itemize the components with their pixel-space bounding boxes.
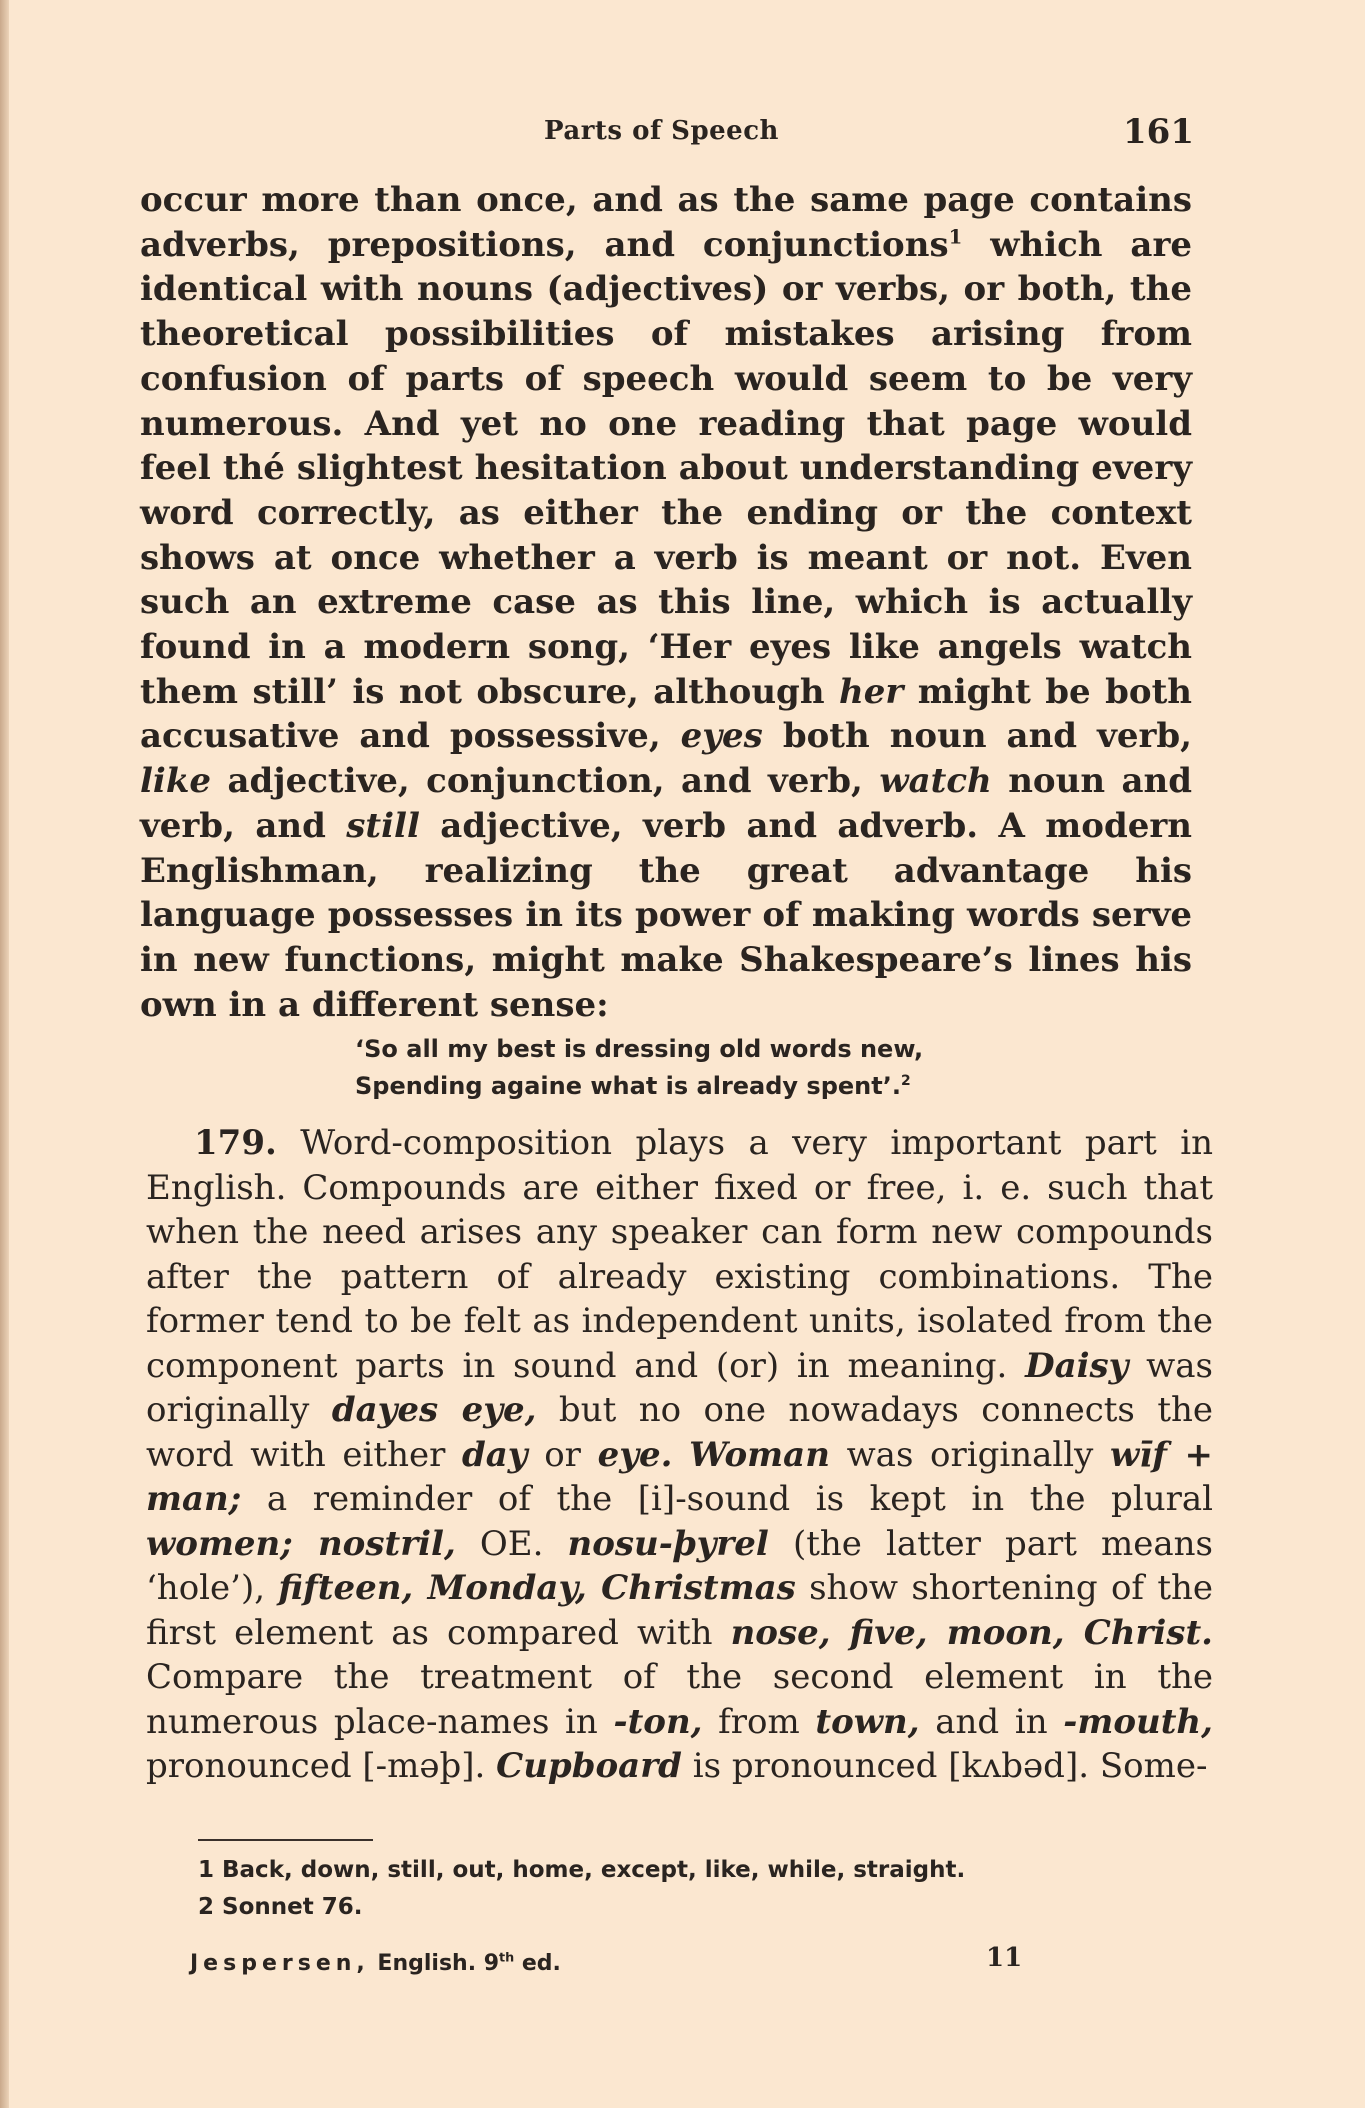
block-quote (355, 1031, 1115, 1105)
text-run: and in (919, 1701, 1064, 1742)
section-number: 179. (194, 1123, 277, 1163)
page-header (544, 112, 1194, 152)
text-run: both noun and verb, (762, 716, 1192, 757)
text-run: show shortening of the first element as compared with (146, 1568, 1214, 1653)
italic-term: eyes (680, 716, 763, 757)
page-number: 161 (1123, 112, 1194, 152)
quote-line-1: ‘So all my best is dressing old words new, (355, 1035, 924, 1063)
footnote-1: 1 Back, down, still, out, home, except, like, while, straight. (198, 1857, 966, 1883)
text-run: might be both accusative and possessive, (140, 671, 1192, 757)
text-run: was originally (146, 1345, 1213, 1430)
quote-line-2-text: Spending againe what is already spent’. (355, 1072, 901, 1100)
text-run: occur more than once, and as the same page contains adverbs, prepositions, and conjunctions (140, 180, 1192, 265)
footnote-ref-2: 2 (900, 1073, 911, 1089)
text-run: noun and verb, and (140, 761, 1192, 846)
text-run: pronounced [-məþ]. (146, 1746, 497, 1786)
italic-term: Woman (689, 1434, 830, 1475)
italic-term: still (346, 805, 420, 846)
signature-edition: ed. (514, 1951, 561, 1976)
italic-term: Daisy (1025, 1345, 1129, 1386)
footnote-rule (198, 1839, 373, 1841)
italic-term: watch (879, 761, 992, 802)
italic-term: women; nostril, (146, 1523, 456, 1564)
footnote-2: 2 Sonnet 76. (198, 1894, 363, 1920)
footnotes (198, 1852, 1198, 1926)
italic-term: nosu-þyrel (567, 1523, 769, 1564)
italic-term: nose, five, moon, Christ. (730, 1612, 1213, 1653)
signature-author: Jespersen, (190, 1951, 370, 1976)
printer-signature (190, 1951, 561, 1976)
page-edge (0, 0, 9, 2108)
italic-term: -mouth, (1063, 1701, 1213, 1742)
text-run: from (702, 1701, 816, 1742)
text-run: adjective, verb and adverb. A modern Englishman, realizing the great advantage his language possesses in its power of making words serve in new functions, might make Shakespeare’s lines his own in a different sense: (140, 805, 1192, 1025)
running-title: Parts of Speech (544, 116, 779, 146)
paragraph-1 (140, 178, 1192, 1027)
italic-term: -ton, (613, 1701, 703, 1742)
text-run: a reminder of the [i]-sound is kept in the plural (241, 1479, 1213, 1519)
signature-superscript: th (499, 1950, 515, 1966)
text-run: or (527, 1434, 598, 1475)
quote-line-2 (355, 1068, 1115, 1105)
italic-term: Cupboard (496, 1746, 682, 1786)
text-run: was originally (829, 1434, 1111, 1475)
italic-term: town, (815, 1701, 920, 1742)
text-run: but no one nowadays connects the word with either (146, 1390, 1214, 1475)
italic-term: day (462, 1434, 528, 1475)
paragraph-179 (146, 1121, 1213, 1789)
footnote-ref-1: 1 (948, 224, 963, 249)
text-run: is pronounced [kʌbəd]. Some- (681, 1746, 1208, 1786)
text-run: Word-composition plays a very important part in English. Compounds are either fixed or free, i. e. such that when the need arises any speaker can form new compounds after the pattern of already existing combinations. The former tend to be felt as independent units, isolated from the component parts in sound and (or) in meaning. (146, 1123, 1213, 1386)
italic-term: wīf + man; (146, 1434, 1214, 1519)
italic-term: like (140, 761, 212, 802)
text-run: (the latter part means ‘hole’), (146, 1523, 1213, 1608)
italic-term: eye. (597, 1434, 673, 1475)
italic-term: dayes eye, (331, 1390, 537, 1430)
signature-title: English. 9 (369, 1951, 500, 1976)
text-run: Compare the treatment of the second element in the numerous place-names in (146, 1657, 1213, 1742)
sheet-number: 11 (986, 1943, 1023, 1973)
italic-term: fifteen, Monday, Christmas (278, 1568, 796, 1608)
text-run: adjective, conjunction, and verb, (211, 761, 880, 802)
text-run (672, 1435, 689, 1475)
text-run: which are identical with nouns (adjectives) or verbs, or both, the theoretical possibilities of mistakes arising from confusion of parts of speech would seem to be very numerous. And yet no one reading that page would feel thé slightest hesitation about understanding every word correctly, as either the ending or the context shows at once whether a verb is meant or not. Even such an extreme case as this line, which is actually found in a modern song, ‘Her eyes like angels watch them still’ is not obscure, although (140, 224, 1193, 712)
italic-term: her (839, 671, 904, 712)
text-run: OE. (455, 1523, 568, 1564)
